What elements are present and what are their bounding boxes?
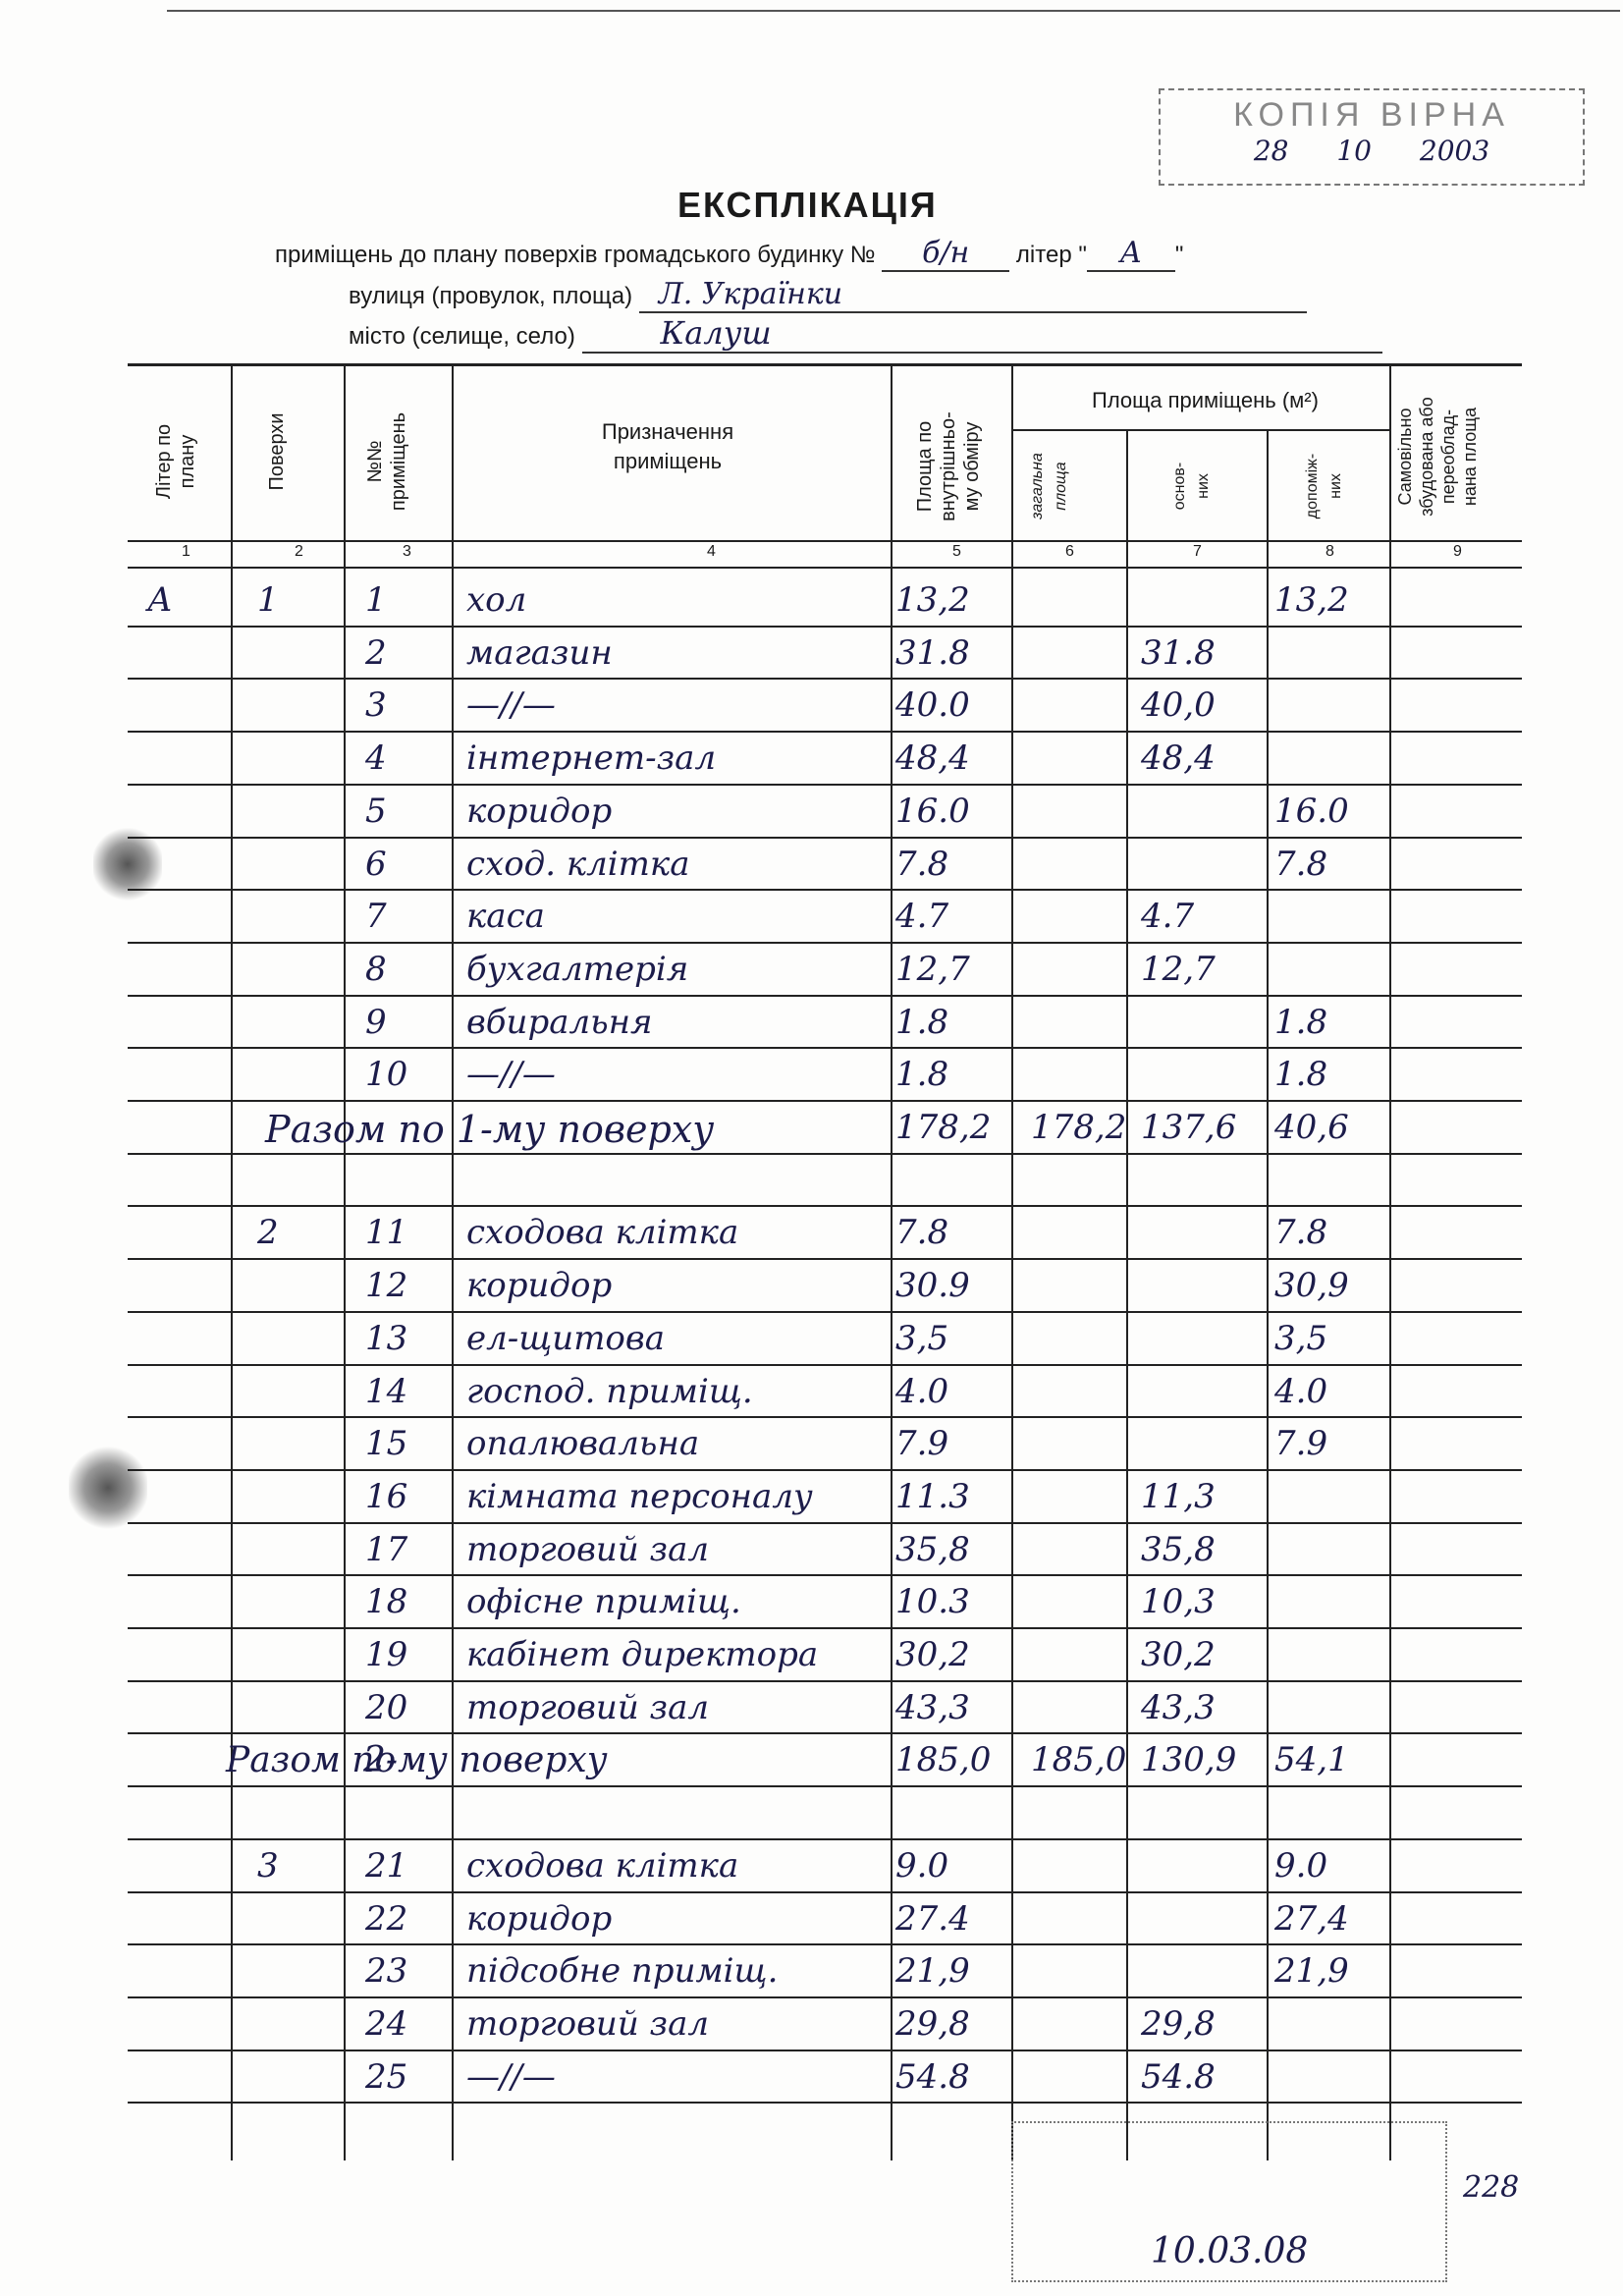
table-top-border: [128, 363, 1522, 366]
column-number: 3: [403, 543, 411, 560]
row-divider: [128, 1627, 1522, 1629]
aux-area-cell: 30,9: [1274, 1266, 1349, 1306]
aux-area-cell: 3,5: [1274, 1318, 1328, 1358]
col-header-group: Площа приміщень (м²): [1092, 388, 1319, 412]
header-line-2: [349, 277, 1307, 313]
col-header-area: Площа по внутрішньо- му обміру: [914, 411, 983, 521]
row-divider: [128, 995, 1522, 997]
main-area-cell: 48,4: [1141, 738, 1216, 779]
subtotal-main: 137,6: [1141, 1108, 1237, 1147]
room-no-cell: 15: [365, 1424, 408, 1464]
purpose-cell: господ. приміщ.: [466, 1371, 753, 1411]
row-divider: [128, 1838, 1522, 1840]
purpose-cell: кабінет директора: [466, 1635, 819, 1674]
subtotal-aux: 40,6: [1274, 1108, 1349, 1147]
street-label: вулиця (провулок, площа): [349, 283, 633, 309]
area-cell: 35,8: [895, 1529, 970, 1569]
room-no-cell: 7: [365, 897, 387, 937]
subtotal-label-part1: Разом по: [226, 1740, 397, 1781]
main-area-cell: 30,2: [1141, 1635, 1216, 1674]
city-value: Калуш: [582, 314, 1382, 354]
purpose-cell: сход. клітка: [466, 844, 690, 884]
purpose-cell: коридор: [466, 791, 613, 831]
litera-close: ": [1174, 242, 1184, 268]
area-cell: 13,2: [895, 580, 970, 620]
aux-area-cell: 7.8: [1274, 1213, 1328, 1253]
floor-cell: 1: [257, 580, 279, 620]
main-area-cell: 43,3: [1141, 1687, 1216, 1727]
subtotal-label: Разом по 1-му поверху: [265, 1108, 715, 1151]
room-no-cell: 17: [365, 1529, 408, 1569]
colnum-bottom-border: [128, 567, 1522, 569]
room-no-cell: 16: [365, 1476, 408, 1516]
purpose-cell: сходова клітка: [466, 1845, 739, 1886]
row-divider: [128, 1680, 1522, 1682]
subtotal-total: 178,2: [1031, 1108, 1127, 1147]
litera-cell: А: [147, 580, 173, 620]
purpose-cell: торговий зал: [466, 2003, 709, 2044]
area-cell: 10.3: [895, 1582, 970, 1622]
main-area-cell: 35,8: [1141, 1529, 1216, 1569]
row-divider: [128, 1047, 1522, 1049]
row-divider: [128, 837, 1522, 839]
col-header-litera: Літер по плану: [153, 423, 198, 500]
col-header-purpose: Призначення приміщень: [601, 419, 734, 473]
area-cell: 21,9: [895, 1951, 970, 1992]
row-divider: [128, 1785, 1522, 1787]
row-divider: [128, 626, 1522, 628]
row-divider: [128, 1943, 1522, 1945]
litera-label: літер ": [1015, 242, 1087, 268]
main-area-cell: 11,3: [1141, 1476, 1216, 1516]
column-number: 5: [952, 543, 961, 560]
main-area-cell: 29,8: [1141, 2003, 1216, 2044]
area-cell: 40.0: [895, 685, 970, 726]
col-sep-6: [1126, 429, 1128, 2160]
page-number: 228: [1463, 2170, 1520, 2205]
area-cell: 4.0: [895, 1371, 949, 1411]
registration-date: 10.03.08: [1151, 2231, 1309, 2271]
subtotal-area: 178,2: [895, 1108, 992, 1147]
row-divider: [128, 1416, 1522, 1418]
subtotal-label-part2: 2-му поверху: [363, 1740, 608, 1781]
row-divider: [128, 1469, 1522, 1471]
column-number: 1: [182, 543, 190, 560]
room-no-cell: 4: [365, 738, 387, 779]
area-cell: 30,2: [895, 1635, 970, 1674]
purpose-cell: торговий зал: [466, 1687, 709, 1727]
street-value: Л. Українки: [639, 277, 1307, 313]
area-cell: 11.3: [895, 1476, 970, 1516]
stamp-date: 28 10 2003: [1253, 135, 1490, 167]
room-no-cell: 8: [365, 949, 387, 989]
room-no-cell: 1: [365, 580, 387, 620]
registration-stamp: [1011, 2121, 1447, 2282]
stamp-text: КОПІЯ ВІРНА: [1233, 96, 1510, 134]
row-divider: [128, 1732, 1522, 1734]
purpose-cell: коридор: [466, 1266, 613, 1306]
aux-area-cell: 13,2: [1274, 580, 1349, 620]
column-number: 9: [1453, 543, 1462, 560]
main-area-cell: 4.7: [1141, 897, 1195, 937]
col-header-main: основ- них: [1171, 462, 1212, 511]
floor-cell: 3: [257, 1845, 279, 1886]
room-no-cell: 24: [365, 2003, 408, 2044]
main-area-cell: 54.8: [1141, 2056, 1216, 2097]
purpose-cell: коридор: [466, 1898, 613, 1939]
aux-area-cell: 7.9: [1274, 1424, 1328, 1464]
copy-stamp: [1159, 88, 1585, 186]
column-number: 7: [1193, 543, 1202, 560]
purpose-cell: —//—: [466, 685, 556, 726]
row-divider: [128, 1311, 1522, 1313]
col-header-total: загальна площа: [1029, 453, 1069, 519]
room-no-cell: 2: [365, 632, 387, 673]
group-divider: [1011, 429, 1389, 431]
room-no-cell: 21: [365, 1845, 408, 1886]
aux-area-cell: 9.0: [1274, 1845, 1328, 1886]
aux-area-cell: 16.0: [1274, 791, 1349, 831]
area-cell: 43,3: [895, 1687, 970, 1727]
aux-area-cell: 27,4: [1274, 1898, 1349, 1939]
area-cell: 29,8: [895, 2003, 970, 2044]
purpose-cell: хол: [466, 580, 527, 620]
area-cell: 16.0: [895, 791, 970, 831]
litera-value: А: [1087, 236, 1175, 272]
row-divider: [128, 942, 1522, 944]
floor-cell: 2: [257, 1213, 279, 1253]
room-no-cell: 13: [365, 1318, 408, 1358]
row-divider: [128, 1996, 1522, 1998]
room-no-cell: 10: [365, 1055, 408, 1095]
row-divider: [128, 1153, 1522, 1155]
area-cell: 3,5: [895, 1318, 949, 1358]
purpose-cell: —//—: [466, 1055, 556, 1095]
column-number: 4: [707, 543, 716, 560]
room-no-cell: 18: [365, 1582, 408, 1622]
aux-area-cell: 7.8: [1274, 844, 1328, 884]
row-divider: [128, 1100, 1522, 1102]
area-cell: 4.7: [895, 897, 949, 937]
column-number: 8: [1325, 543, 1334, 560]
main-area-cell: 12,7: [1141, 949, 1216, 989]
area-cell: 7.8: [895, 844, 949, 884]
subtotal-area: 185,0: [895, 1740, 992, 1780]
room-no-cell: 5: [365, 791, 387, 831]
main-area-cell: 31.8: [1141, 632, 1216, 673]
purpose-cell: офісне приміщ.: [466, 1582, 741, 1622]
area-cell: 1.8: [895, 1002, 949, 1042]
room-no-cell: 14: [365, 1371, 408, 1411]
subtotal-aux: 54,1: [1274, 1740, 1349, 1780]
room-no-cell: 20: [365, 1687, 408, 1727]
row-divider: [128, 1258, 1522, 1260]
purpose-cell: інтернет-зал: [466, 738, 717, 779]
purpose-cell: опалювальна: [466, 1424, 700, 1464]
area-cell: 7.9: [895, 1424, 949, 1464]
column-number: 2: [295, 543, 303, 560]
aux-area-cell: 4.0: [1274, 1371, 1328, 1411]
area-cell: 30.9: [895, 1266, 970, 1306]
row-divider: [128, 1891, 1522, 1893]
header-bottom-border: [128, 540, 1522, 542]
column-number: 6: [1065, 543, 1074, 560]
aux-area-cell: 1.8: [1274, 1002, 1328, 1042]
row-divider: [128, 1574, 1522, 1576]
purpose-cell: магазин: [466, 632, 613, 673]
row-divider: [128, 2102, 1522, 2104]
main-area-cell: 40,0: [1141, 685, 1216, 726]
subtotal-total: 185,0: [1031, 1740, 1127, 1780]
scan-edge-line: [167, 10, 1620, 12]
room-no-cell: 9: [365, 1002, 387, 1042]
main-area-cell: 10,3: [1141, 1582, 1216, 1622]
city-label: місто (селище, село): [349, 323, 575, 350]
room-no-cell: 12: [365, 1266, 408, 1306]
row-divider: [128, 1364, 1522, 1366]
purpose-cell: ел-щитова: [466, 1318, 665, 1358]
col-header-floors: Поверхи: [266, 412, 288, 491]
purpose-cell: вбиральня: [466, 1002, 653, 1042]
room-no-cell: 25: [365, 2056, 408, 2097]
area-cell: 7.8: [895, 1213, 949, 1253]
purpose-cell: каса: [466, 897, 545, 937]
header-line-1: [275, 236, 1384, 272]
purpose-cell: —//—: [466, 2056, 556, 2097]
purpose-cell: бухгалтерія: [466, 949, 689, 989]
row-divider: [128, 889, 1522, 891]
row-divider: [128, 1205, 1522, 1207]
page-title: ЕКСПЛІКАЦІЯ: [677, 185, 938, 225]
area-cell: 48,4: [895, 738, 970, 779]
area-cell: 1.8: [895, 1055, 949, 1095]
room-no-cell: 6: [365, 844, 387, 884]
area-cell: 54.8: [895, 2056, 970, 2097]
room-no-cell: 11: [365, 1213, 408, 1253]
row-divider: [128, 2050, 1522, 2051]
purpose-cell: підсобне приміщ.: [466, 1951, 779, 1992]
aux-area-cell: 21,9: [1274, 1951, 1349, 1992]
row-divider: [128, 731, 1522, 733]
row-divider: [128, 1522, 1522, 1524]
building-number: б/н: [882, 236, 1009, 272]
room-no-cell: 22: [365, 1898, 408, 1939]
area-cell: 12,7: [895, 949, 970, 989]
purpose-cell: сходова клітка: [466, 1213, 739, 1253]
col-header-aux: допоміж- них: [1304, 453, 1344, 519]
row-divider: [128, 784, 1522, 786]
room-no-cell: 23: [365, 1951, 408, 1992]
aux-area-cell: 1.8: [1274, 1055, 1328, 1095]
punch-hole-shadow: [69, 1444, 147, 1532]
subtotal-main: 130,9: [1141, 1740, 1237, 1780]
col-header-room-no: №№ приміщень: [364, 411, 409, 512]
purpose-cell: кімната персоналу: [466, 1476, 813, 1516]
header-line-3: [349, 314, 1382, 354]
col-sep-7: [1267, 429, 1269, 2160]
row-divider: [128, 678, 1522, 680]
area-cell: 9.0: [895, 1845, 949, 1886]
area-cell: 31.8: [895, 632, 970, 673]
room-no-cell: 19: [365, 1635, 408, 1674]
purpose-cell: торговий зал: [466, 1529, 709, 1569]
area-cell: 27.4: [895, 1898, 970, 1939]
header-line1-label: приміщень до плану поверхів громадського будинку №: [275, 242, 876, 268]
room-no-cell: 3: [365, 685, 387, 726]
col-header-unauthorized: Самовільно збудована або переоблад- нана площа: [1395, 397, 1480, 517]
